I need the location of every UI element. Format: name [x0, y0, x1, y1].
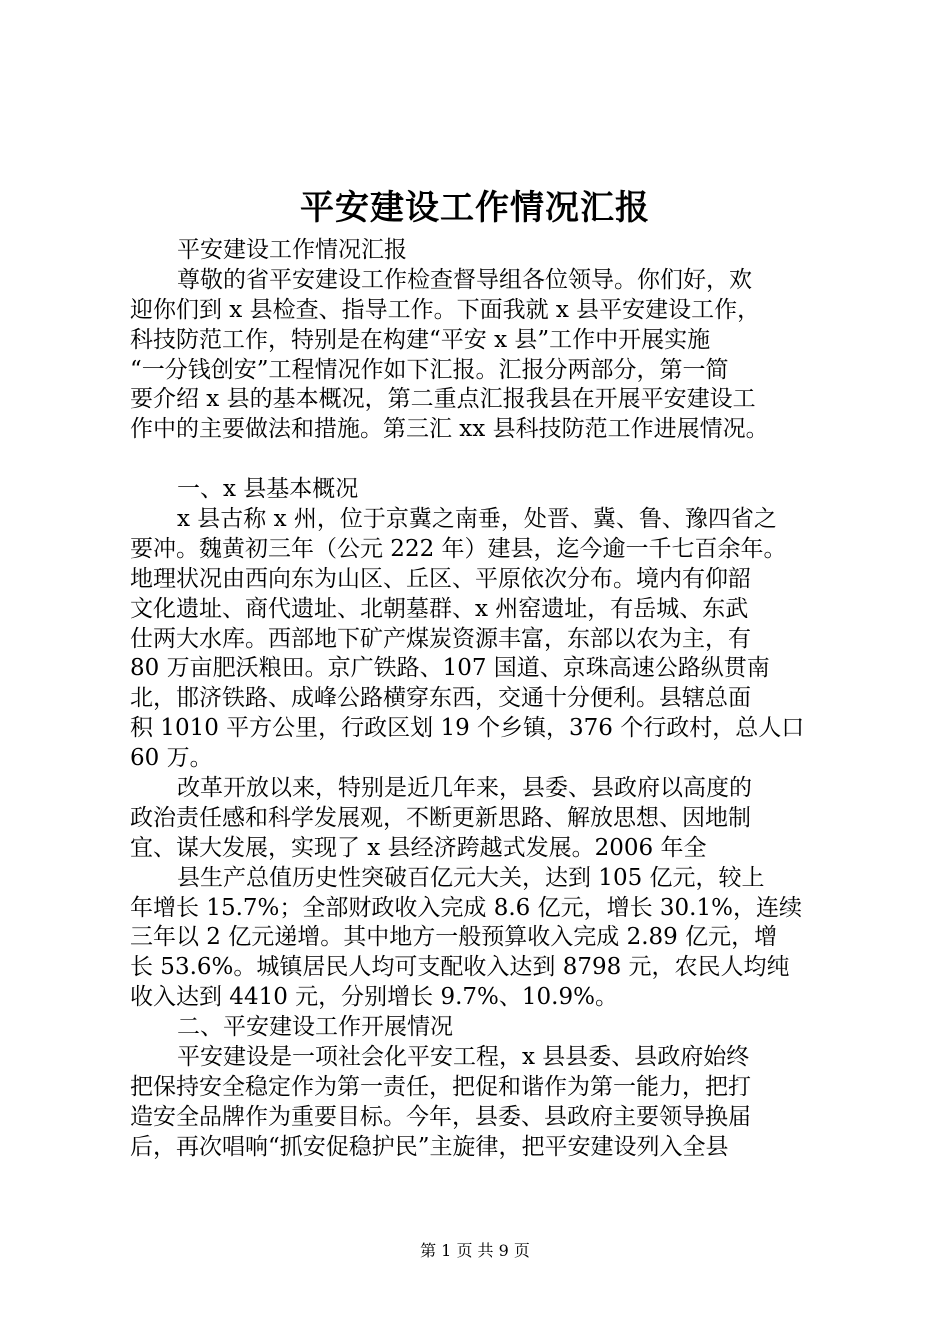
paragraph-line: “一分钱创安”工程情况作如下汇报。汇报分两部分，第一简 — [130, 356, 729, 383]
paragraph-line: 宜、谋大发展，实现了 x 县经济跨越式发展。2006 年全 — [130, 834, 707, 861]
page-footer: 第 1 页 共 9 页 — [420, 1241, 530, 1260]
paragraph-line: 积 1010 平方公里，行政区划 19 个乡镇，376 个行政村，总人口 — [130, 715, 805, 742]
paragraph-line: 造安全品牌作为重要目标。今年，县委、县政府主要领导换届 — [130, 1103, 751, 1130]
paragraph-line: 把保持安全稳定作为第一责任，把促和谐作为第一能力，把打 — [130, 1073, 751, 1100]
paragraph-line: 仕两大水库。西部地下矿产煤炭资源丰富，东部以农为主，有 — [130, 625, 751, 652]
paragraph-line: 80 万亩肥沃粮田。京广铁路、107 国道、京珠高速公路纵贯南 — [130, 655, 770, 682]
paragraph-gap — [130, 445, 830, 475]
paragraph-line: 长 53.6%。城镇居民人均可支配收入达到 8798 元，农民人均纯 — [130, 954, 790, 981]
paragraph-line: 60 万。 — [130, 745, 213, 772]
paragraph-line: 迎你们到 x 县检查、指导工作。下面我就 x 县平安建设工作， — [130, 296, 761, 323]
paragraph-line: 文化遗址、商代遗址、北朝墓群、x 州窑遗址，有岳城、东武 — [130, 595, 749, 622]
section-heading: 二、平安建设工作开展情况 — [177, 1014, 453, 1041]
paragraph-line: 年增长 15.7%；全部财政收入完成 8.6 亿元，增长 30.1%，连续 — [130, 894, 802, 921]
paragraph-line: 作中的主要做法和措施。第三汇 xx 县科技防范工作进展情况。 — [130, 416, 769, 443]
paragraph-line: 政治责任感和科学发展观，不断更新思路、解放思想、因地制 — [130, 804, 751, 831]
paragraph-line: 科技防范工作，特别是在构建“平安 x 县”工作中开展实施 — [130, 326, 711, 353]
paragraph-line: 县生产总值历史性突破百亿元大关，达到 105 亿元，较上 — [177, 864, 765, 891]
document-title: 平安建设工作情况汇报 — [300, 188, 650, 228]
paragraph-line: 收入达到 4410 元，分别增长 9.7%、10.9%。 — [130, 984, 618, 1011]
paragraph-line: 要介绍 x 县的基本概况，第二重点汇报我县在开展平安建设工 — [130, 386, 756, 413]
section-heading: 一、x 县基本概况 — [177, 476, 359, 503]
paragraph-line: 要冲。魏黄初三年（公元 222 年）建县，迄今逾一千七百余年。 — [130, 535, 787, 562]
paragraph-line: 地理状况由西向东为山区、丘区、平原依次分布。境内有仰韶 — [130, 565, 751, 592]
paragraph-line: 平安建设工作情况汇报 — [177, 237, 407, 263]
paragraph-line: 平安建设是一项社会化平安工程，x 县县委、县政府始终 — [177, 1044, 750, 1071]
paragraph-line: 尊敬的省平安建设工作检查督导组各位领导。你们好，欢 — [177, 266, 752, 293]
paragraph-line: 改革开放以来，特别是近几年来，县委、县政府以高度的 — [177, 775, 752, 802]
document-body — [130, 236, 830, 1163]
paragraph-line: 三年以 2 亿元递增。其中地方一般预算收入完成 2.89 亿元，增 — [130, 924, 778, 951]
paragraph-line: 后，再次唱响“抓安促稳护民”主旋律，把平安建设列入全县 — [130, 1133, 729, 1160]
paragraph-line: x 县古称 x 州，位于京冀之南垂，处晋、冀、鲁、豫四省之 — [177, 506, 777, 533]
paragraph-line: 北，邯济铁路、成峰公路横穿东西，交通十分便利。县辖总面 — [130, 685, 751, 712]
